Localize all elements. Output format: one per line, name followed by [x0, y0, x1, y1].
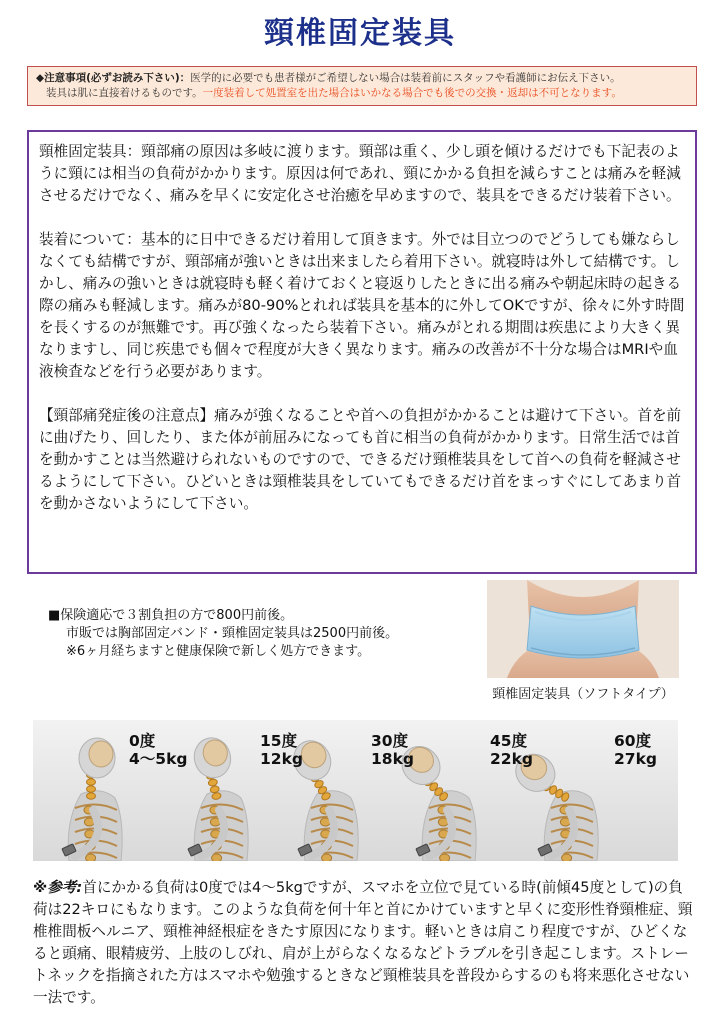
- collar-photo: [487, 580, 679, 678]
- angle-value: 45度: [490, 732, 528, 750]
- weight-value: 18kg: [371, 750, 414, 768]
- collar-caption: 頸椎固定装具（ソフトタイプ）: [492, 687, 674, 702]
- notice-warning: 一度装着して処置室を出た場合はいかなる場合でも後での交換・返却は不可となります。: [202, 87, 622, 99]
- notice-box: [27, 66, 697, 106]
- main-text-box: [27, 130, 697, 574]
- weight-value: 4～5kg: [129, 750, 188, 768]
- price-line-retail: 市販では胸部固定バンド・頸椎固定装具は2500円前後。: [66, 626, 399, 641]
- posture-figure: [33, 720, 678, 861]
- angle-label-30: [371, 732, 414, 768]
- paragraph-wearing: 装着について：基本的に日中できるだけ着用して頂きます。外では目立つのでどうしても嫌ならしなくても結構ですが、頸部痛が強いときは出来ましたら着用下さい。就寝時は外して結構です。しかし、痛みの強いときは就寝時も軽く着けておくと寝返りしたときに出る痛みや朝起床時の起きる際の痛みも軽減します。痛みが80-90%とれれば装具を基本的に外してOKですが、徐々に外す時間を長くするのが無難です。再び強くなったら装着下さい。痛みがとれる期間は疾患により大きく異なりますし、同じ疾患でも個々で程度が大きく異なります。痛みの改善が不十分な場合はMRIや血液検査などを行う必要があります。: [39, 231, 685, 380]
- price-info: [48, 607, 468, 661]
- paragraph-collar-purpose: 頸椎固定装具：頸部痛の原因は多岐に渡ります。頸部は重く、少し頭を傾けるだけでも下記表のように頸には相当の負荷がかかります。原因は何であれ、頸にかかる負担を減らすことは痛みを軽減させるだけでなく、痛みを早くに安定化させ治癒を早めますので、装具をできるだけ装着下さい。: [39, 143, 681, 204]
- price-line-renewal: ※6ヶ月経ちますと健康保険で新しく処方できます。: [66, 644, 371, 659]
- neck-collar-illustration: [487, 580, 679, 678]
- notice-heading: ◆注意事項(必ずお読み下さい)：: [36, 72, 191, 84]
- angle-value: 60度: [614, 732, 652, 750]
- notice-line2-start: 装具は肌に直接着けるものです。: [46, 87, 203, 99]
- angle-value: 15度: [260, 732, 298, 750]
- price-line-insurance: ■保険適応で３割負担の方で800円前後。: [48, 608, 294, 623]
- reference-body: 首にかかる負荷は0度では4～5kgですが、スマホを立位で見ている時(前傾45度として)の負荷は22キロにもなります。このような負荷を何十年と首にかけていますと早くに変形性脊頸椎症、頸椎椎間板ヘルニア、頸椎神経根症をきたす原因になります。軽いときは肩こり程度ですが、ひどくなると頭痛、眼精疲労、上肢のしびれ、肩が上がらなくなるなどトラブルを引き起こします。ストレートネックを指摘された方はスマホや勉強するときなど頸椎装具を普段からするのも将来悪化させない一法です。: [33, 879, 693, 1006]
- page-title: 頸椎固定装具: [264, 16, 456, 51]
- angle-label-45: [490, 732, 533, 768]
- angle-label-60: [614, 732, 657, 768]
- posture-figure-0: [62, 738, 122, 861]
- weight-value: 12kg: [260, 750, 303, 768]
- angle-value: 30度: [371, 732, 409, 750]
- weight-value: 22kg: [490, 750, 533, 768]
- paragraph-precautions: 【頸部痛発症後の注意点】痛みが強くなることや首への負担がかかることは避けて下さい。首を前に曲げたり、回したり、また体が前屈みになっても首に相当の負荷がかかります。日常生活では首を動かすことは当然避けられないものですので、できるだけ頸椎装具をして首への負荷を軽減させるようにして下さい。ひどいときは頸椎装具をしていてもできるだけ首をまっすぐにしてあまり首を動かさないようにして下さい。: [39, 407, 682, 512]
- angle-label-0: [129, 732, 187, 768]
- reference-note: [33, 877, 693, 1009]
- posture-figure-1: [188, 734, 248, 861]
- reference-heading: ※参考:: [33, 879, 83, 896]
- angle-value: 0度: [129, 732, 156, 750]
- weight-value: 27kg: [614, 750, 657, 768]
- notice-line1: 医学的に必要でも患者様がご希望しない場合は装着前にスタッフや看護師にお伝え下さい。: [190, 72, 621, 84]
- angle-label-15: [260, 732, 303, 768]
